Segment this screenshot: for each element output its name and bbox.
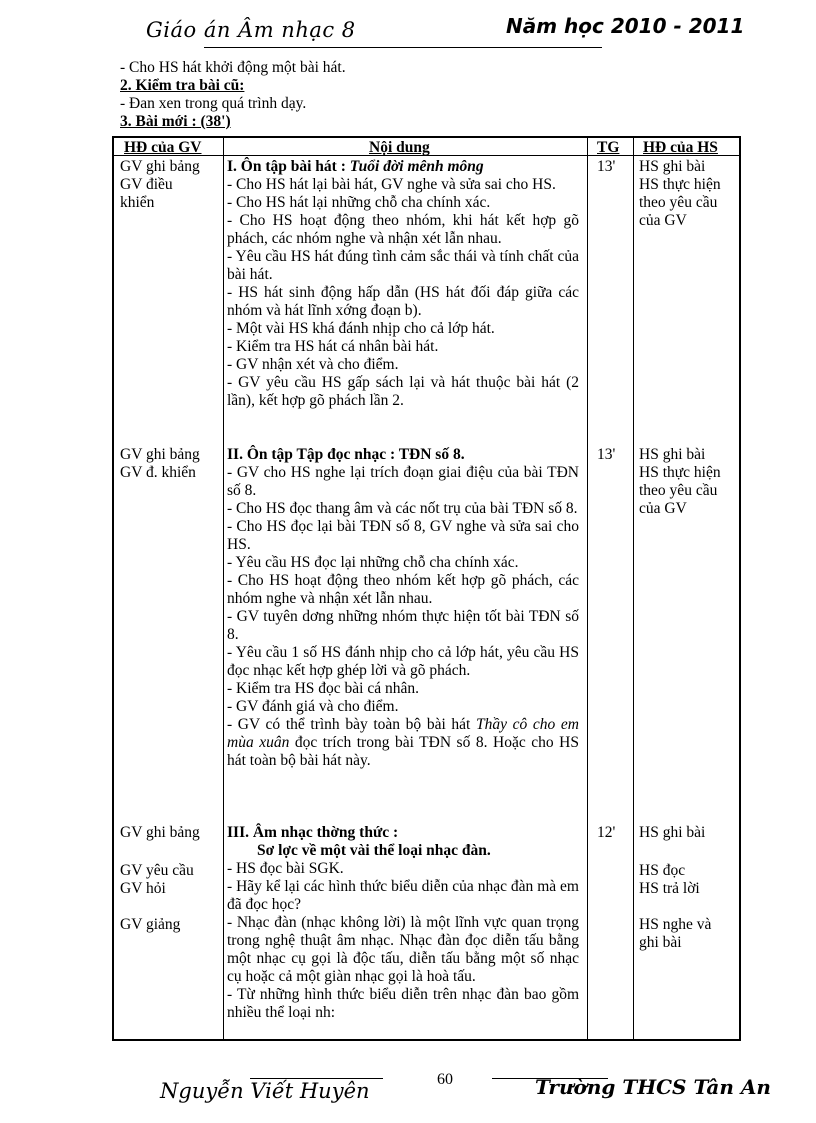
list-item: - Yêu cầu HS đọc lại những chỗ cha chính xác. xyxy=(227,554,519,571)
list-item: - Yêu cầu HS hát đúng tình cảm sắc thái và tính chất của bài hát. xyxy=(227,248,579,283)
s3-content xyxy=(227,824,579,1022)
s3-gv-ask: GV yêu cầu GV hỏi xyxy=(120,862,194,897)
col-header-tg: TG xyxy=(597,139,620,156)
s2-content xyxy=(227,446,579,770)
list-item: - Cho HS hát lại những chỗ cha chính xác. xyxy=(227,194,491,211)
s2-hs-cell: HS ghi bài HS thực hiện theo yêu cầu của GV xyxy=(639,446,721,517)
footer-school: Trường THCS Tân An xyxy=(535,1075,771,1099)
col-divider xyxy=(587,138,588,1039)
list-item: - Kiểm tra HS hát cá nhân bài hát. xyxy=(227,338,439,355)
footer-author: Nguyễn Viết Huyên xyxy=(160,1079,370,1103)
s3-gv-board: GV ghi bảng xyxy=(120,824,200,841)
list-item: - Một vài HS khá đánh nhịp cho cả lớp hát. xyxy=(227,320,495,337)
list-item: - Cho HS đọc thang âm và các nốt trụ của bài TĐN số 8. xyxy=(227,500,578,517)
s1-time: 13' xyxy=(597,158,616,175)
page-number: 60 xyxy=(437,1071,453,1088)
list-item: - Yêu cầu 1 số HS đánh nhịp cho cả lớp hát, yêu cầu HS đọc nhạc kết hợp ghép lời và gõ phách. xyxy=(227,644,579,679)
col-divider xyxy=(633,138,634,1039)
list-item: - GV nhận xét và cho điểm. xyxy=(227,356,399,373)
list-item: - GV cho HS nghe lại trích đoạn giai điệu của bài TĐN số 8. xyxy=(227,464,579,499)
list-item: - GV đánh giá và cho điểm. xyxy=(227,698,399,715)
intro-heading-review: 2. Kiểm tra bài cũ: xyxy=(120,77,245,94)
intro-heading-new-lesson: 3. Bài mới : (38') xyxy=(120,113,231,130)
s3-title: III. Âm nhạc thờng thức : xyxy=(227,824,399,841)
s3-hs-read: HS đọc HS trả lời xyxy=(639,862,700,897)
s3-subtitle: Sơ lợc về một vài thể loại nhạc đàn. xyxy=(257,842,491,859)
list-item: - Nhạc đàn (nhạc không lời) là một lĩnh vực quan trọng trong nghệ thuật âm nhạc. Nhạc đàn đọc diễn tấu bằng một nhạc cụ gọi là độc tấu, diễn tấu bằng một số nhạc cụ hoặc cả một giàn nhạc gọi là hoà tấu. xyxy=(227,914,579,985)
col-header-content: Nội dung xyxy=(369,139,430,156)
list-item: - Cho HS hoạt động theo nhóm, khi hát kết hợp gõ phách, các nhóm nghe và nhận xét lẫn nhau. xyxy=(227,212,579,247)
lesson-table xyxy=(112,136,741,1041)
header-school-year: Năm học 2010 - 2011 xyxy=(506,14,745,38)
s2-title: II. Ôn tập Tập đọc nhạc : TĐN số 8. xyxy=(227,446,465,463)
s1-hs-cell: HS ghi bài HS thực hiện theo yêu cầu của GV xyxy=(639,158,721,229)
list-item: - Từ những hình thức biểu diễn trên nhạc đàn bao gồm nhiều thể loại nh: xyxy=(227,986,579,1021)
header-rule xyxy=(204,47,602,48)
list-item: - GV yêu cầu HS gấp sách lại và hát thuộc bài hát (2 lần), kết hợp gõ phách lần 2. xyxy=(227,374,579,409)
s3-gv-teach: GV giảng xyxy=(120,916,181,933)
col-header-gv: HĐ của GV xyxy=(124,139,202,156)
s1-gv-cell: GV ghi bảng GV điều khiển xyxy=(120,158,200,211)
list-item: - Cho HS hát lại bài hát, GV nghe và sửa sai cho HS. xyxy=(227,176,556,193)
list-item: - Cho HS đọc lại bài TĐN số 8, GV nghe và sửa sai cho HS. xyxy=(227,518,579,553)
list-item: - HS đọc bài SGK. xyxy=(227,860,344,877)
s3-hs-note: HS ghi bài xyxy=(639,824,706,841)
s3-time: 12' xyxy=(597,824,616,841)
list-item: - GV tuyên dơng những nhóm thực hiện tốt bài TĐN số 8. xyxy=(227,608,579,643)
list-item: - Kiểm tra HS đọc bài cá nhân. xyxy=(227,680,419,697)
intro-review-text: - Đan xen trong quá trình dạy. xyxy=(120,95,307,112)
col-divider xyxy=(223,138,224,1039)
s1-content xyxy=(227,158,579,410)
list-item: - Cho HS hoạt động theo nhóm kết hợp gõ phách, các nhóm nghe và nhận xét lẫn nhau. xyxy=(227,572,579,607)
header-title: Giáo án Âm nhạc 8 xyxy=(146,18,356,42)
s2-gv-cell: GV ghi bảng GV đ. khiển xyxy=(120,446,200,481)
col-header-hs: HĐ của HS xyxy=(643,139,718,156)
s1-title: I. Ôn tập bài hát : Tuổi đời mênh mông xyxy=(227,158,484,175)
list-item: - GV có thể trình bày toàn bộ bài hát Thầy cô cho em mùa xuân đọc trích trong bài TĐN số 8. Hoặc cho HS hát toàn bộ bài hát này. xyxy=(227,716,579,769)
intro-warmup: - Cho HS hát khởi động một bài hát. xyxy=(120,59,346,76)
s2-time: 13' xyxy=(597,446,616,463)
s3-hs-listen: HS nghe và ghi bài xyxy=(639,916,712,951)
list-item: - HS hát sinh động hấp dẫn (HS hát đối đáp giữa các nhóm và hát lĩnh xớng đoạn b). xyxy=(227,284,579,319)
list-item: - Hãy kể lại các hình thức biểu diễn của nhạc đàn mà em đã đọc học? xyxy=(227,878,579,913)
